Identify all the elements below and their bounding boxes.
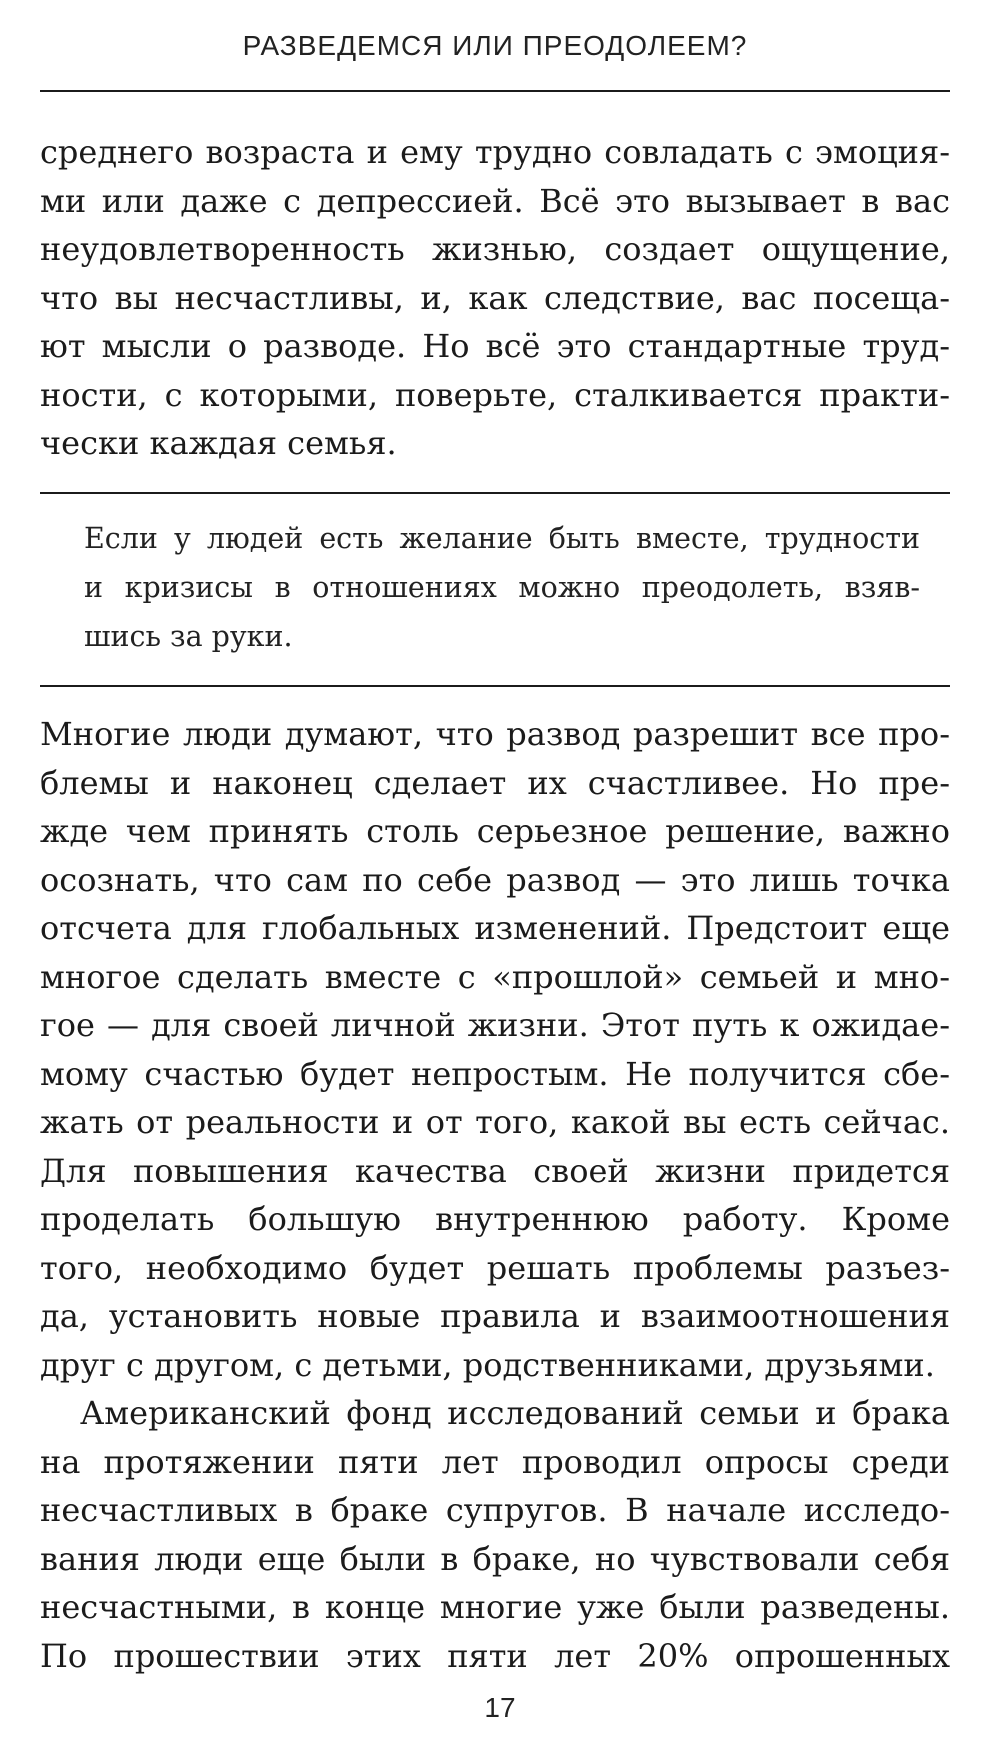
text-line: друг с другом, с детьми, родственниками, друзьями.	[40, 1345, 935, 1384]
quote-line: шись за руки.	[84, 620, 293, 653]
text-line: мому счастью будет непростым. Не получится сбе-	[40, 1054, 950, 1093]
main-text	[40, 710, 950, 1680]
intro-paragraph	[40, 128, 950, 468]
pull-quote	[84, 514, 920, 661]
text-line: Для повышения качества своей жизни придется	[40, 1151, 950, 1190]
text-line: По прошествии этих пяти лет 20% опрошенных	[40, 1636, 950, 1675]
text-line: жде чем принять столь серьезное решение, важно	[40, 812, 950, 850]
page-number: 17	[484, 1692, 516, 1723]
text-line: вания люди еще были в браке, но чувствовали себя	[40, 1539, 950, 1578]
text-line: блемы и наконец сделает их счастливее. Но пре-	[40, 763, 950, 802]
running-title: РАЗВЕДЕМСЯ ИЛИ ПРЕОДОЛЕЕМ?	[242, 30, 748, 61]
text-line: что вы несчастливы, и, как следствие, вас посеща-	[40, 278, 950, 317]
text-line: да, установить новые правила и взаимоотношения	[40, 1297, 950, 1335]
quote-line: и кризисы в отношениях можно преодолеть, взяв-	[84, 571, 920, 604]
text-line: Американский фонд исследований семьи и брака	[80, 1394, 950, 1432]
text-line: жать от реальности и от того, какой вы есть сейчас.	[40, 1103, 950, 1141]
text-line: гое — для своей личной жизни. Этот путь к ожидае-	[40, 1006, 950, 1044]
text-line: проделать большую внутреннюю работу. Кроме	[40, 1200, 950, 1238]
pull-quote-top-rule	[40, 492, 950, 494]
text-line: ности, с которыми, поверьте, сталкивается практи-	[40, 375, 950, 414]
text-line: ми или даже с депрессией. Всё это вызывает в вас	[40, 181, 950, 220]
text-line: того, необходимо будет решать проблемы разъез-	[40, 1248, 950, 1287]
text-line: несчастными, в конце многие уже были разведены.	[40, 1588, 950, 1626]
text-line: среднего возраста и ему трудно совладать с эмоция-	[40, 133, 950, 171]
text-line: отсчета для глобальных изменений. Предстоит еще	[40, 909, 950, 947]
pull-quote-bottom-rule	[40, 685, 950, 687]
text-line: осознать, что сам по себе развод — это лишь точка	[40, 860, 950, 899]
text-line: чески каждая семья.	[40, 424, 397, 462]
text-line: многое сделать вместе с «прошлой» семьей и мно-	[40, 957, 950, 996]
text-line: неудовлетворенность жизнью, создает ощущение,	[40, 230, 950, 268]
text-line: Многие люди думают, что развод разрешит все про-	[40, 715, 950, 753]
text-line: несчастливых в браке супругов. В начале исследо-	[40, 1491, 950, 1529]
text-line: ют мысли о разводе. Но всё это стандартные труд-	[40, 327, 950, 365]
header-rule	[40, 90, 950, 92]
quote-line: Если у людей есть желание быть вместе, трудности	[84, 522, 920, 555]
text-line: на протяжении пяти лет проводил опросы среди	[40, 1442, 950, 1481]
